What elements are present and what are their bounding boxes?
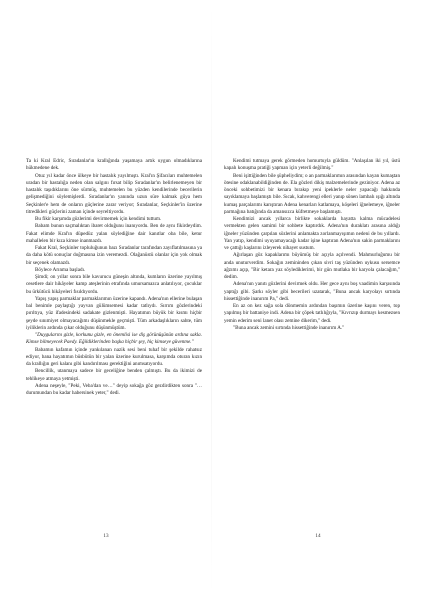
- right-page-text: [224, 158, 400, 332]
- paragraph: "Buna ancak zemini sırtında hissettiğinde inanırım A.": [233, 324, 345, 331]
- paragraph: Bencillik, utanmaya sadece bir geceliğine benden çalmıştı. Bu da ikimizi de tehlikeye atmaya yetmişti.: [26, 368, 202, 382]
- paragraph: Böylece Arınma başladı.: [35, 266, 86, 273]
- paragraph: En az on kez sağa sola dönmemin ardından başımın üzerine kaşını veren, top yapılmış bir battaniye indi. Adena bir çöpek tatlılığıyla, "Kıvrızıp durmayı kesmezsen yemin ederim seni lanet olası zemine dikerim," dedi.: [224, 303, 400, 324]
- paragraph: Yapış yapış parmaklar parmaklarımın üzerine kapandı. Adena'nın ellerine bulaşan bal benimle paylaştığı yayvan gülümsemesi kadar tatlıydı. Sırrım gözlerindeki pırıltıya, yüz ifadesindeki sadakate gizlenmişti. Hayatımın büyük bir kısmı hiçbir şeyde sınımiyet olmayacağımı düşünmekle geçmişti. Tüm arkadaşlıkların sahte, tüm iyiliklerin ardında çıkar olduğunu düşünmüştüm.: [26, 295, 202, 331]
- right-page: [212, 0, 424, 600]
- paragraph: Şimdi; on yıllar sonra bile kavurucu güneşin altında, kumların üzerine yayılmış cesetlere dair hikâyeler kamp ateşlerinin etrafında umursamazca anlatılıyor, çocuklar bu ürkütücü hikâyeleri fısıldıyordu.: [26, 274, 202, 295]
- paragraph: Fakat Kral, Seçkinler topluluğunun bazı Sıradanlar tarafından zayıflatılmasına ya da daha kötü sonuçlar doğmasına izin veremezdi. Olağanüstü olanlar için yok olmak bir seçenek olamazdı.: [26, 245, 202, 266]
- left-page-number: 13: [103, 533, 109, 539]
- paragraph: Beni işittiğinden bile şüpheliydim; o an parmaklarımın arasından kayan kumaştan ötesine odaklanabildiğinden de. Ela gözleri dikiş malzemelerinde geziniyor. Adena az önceki sohbetimizi bir kenara bırakıp yeni ipeklerle neler yapacağı hakkında sayıklamaya başlamıştı bile. Sıcak, kahverengi elleri yanıp sönen lambalı ışığı altında kumaş parçalarımı karıştıran Adena kenarları katlamaya, köşeleri iğnelemeye, iğneler parmağına batığında da amansızca küfretmeye başlamıştı.: [224, 172, 400, 215]
- right-page-number: 14: [315, 533, 321, 539]
- paragraph: Bu fikir karşımda gözlerimi devirmemek için kendimi tuttum.: [35, 216, 162, 222]
- paragraph: Kendimi tutmaya gerek görmeden homurtuyla güldüm. "Anlaşılan iki yıl, üstü kapalı konuşma pratiği yapman için yeterli değilmiş.": [224, 158, 400, 172]
- paragraph: Kendimizi ancak yıllarca birlikte sokaklarda hayatta kalma mücadelesi vermekten gelen samimi bir sohbete kaptırdık. Adena'nın duraklatı arasına aldığı iğneler yüzünden çarpılan sözlerini anlamakta zorlanmayışımın nedeni de bu yıllardı. Yan yatıp, kendimi uyuyamayacağı kadar işine kaptıran Adena'nın sakin parmaklarını ve çattığı kaşlarını izleyerek nihayet sustum.: [224, 216, 400, 251]
- paragraph: Ağırlaşan göz kapaklarımı büyümüş bir açıyla açılvendi. Mahmurluğumu bir anda unuturverdim. Sokağın zemininden çıkan sivri taş yüzünden uykusu sersemce ağzımı açıp, "Bir ketara yaz söylediklerimi, bir gün mutlaka bir karyola çalacağım," dedim.: [224, 252, 400, 280]
- paragraph: "Duygularını gizle, korkunu gizle, en önemlisi ise diş görünüşünün ardına sakla. Kimse bilmeyecek Paedy. Eğildiklerinden başka hiçbir şey, hiç kimseye güvenme.": [26, 332, 202, 346]
- left-page-text: [26, 158, 202, 397]
- paragraph: Adena neşeyle, "Peki, Veba'dan ve…" deyip sokağa göz gezdirdikten sonra "…durumundan bu kadar habersinek yeter," dedi.: [26, 382, 202, 396]
- paragraph: Adena'nın yanıtı gözlerini devirmek oldu. Her gece aynı boş vaadimin karşısında yaptığı gibi. Şarkı söyler gibi becerileri uzatarak, "Buna ancak karyolayı sırtında hissettiğinde inanırım Pa," dedi.: [224, 281, 400, 302]
- paragraph: Babamın kafamın içinde yankılanan nazik sesi beni tuhaf bir şekilde rahatsız ediyor, bana hayatımın büsbütün bir yalan üzerine kurulmasa, karşımda oturan kızın da krallığın geri kalanı gibi kandırılması gerektiğini anımsatıyordu.: [26, 346, 202, 367]
- paragraph: Otuz yıl kadar önce ülkeye bir hastalık yayılmıştı. Kral'ın Şifacıları muhtemelen uradan bir hastalığa neden olan salgını fırsat bilip Sıradanlar'ın belirlenemeyen bir hastalık taşıdıklarını öne sürmüş, muhtemelen bu yüzden kendilerinde becerilerin gelişmediğini söylemişlerdi. Sıradanlar'ın yanında uzun süre kalmak güya hem Seçkinler'e hem de onların güçlerine zarar veriyor; Sıradanlar, Seçkinler'in üzerine titredikleri güçlerini zaman içinde seyreltiyordu.: [26, 172, 202, 215]
- paragraph: Ta ki Kral Edric, Sıradanlar'ın krallığında yaşamaya artık uygun olmadıklarına hükmedene dek.: [26, 158, 202, 172]
- paragraph: Babam bunun saçmalıktan ibaret olduğunu inanıyordu. Ben de aynı fikirdeydim. Fakat elimde Kral'ın düpedüz yalan söylediğine dair kanıtlar oba bile, ketur mahallelen bir kıza kimse inanmazdı.: [26, 223, 202, 244]
